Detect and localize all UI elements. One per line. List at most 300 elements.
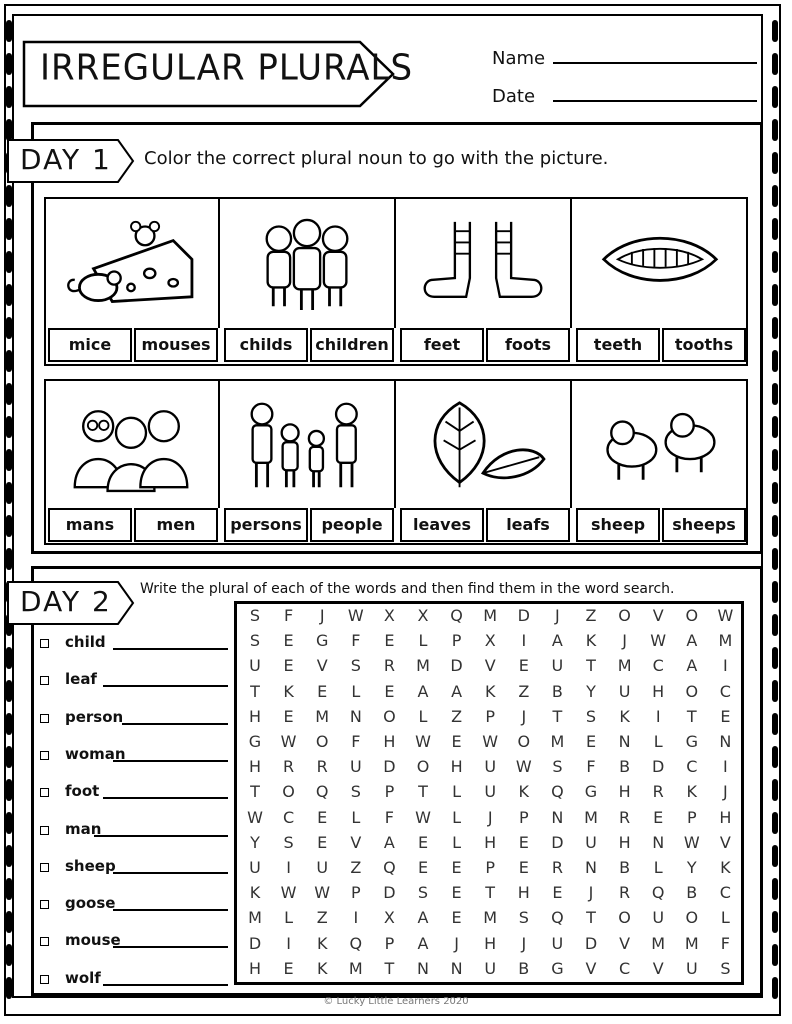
word-search-letter[interactable]: R [652,782,664,802]
word-search-letter[interactable]: D [450,656,463,676]
word-search-letter[interactable]: V [350,832,362,852]
word-search-letter[interactable]: G [248,732,262,751]
word-search-letter[interactable]: C [652,656,664,676]
word-search-letter[interactable]: H [618,782,631,802]
word-search-letter[interactable]: E [417,832,429,852]
word-search-letter[interactable]: J [487,807,493,827]
checkbox[interactable] [40,937,49,946]
word-search-letter[interactable]: M [483,606,498,625]
word-search-letter[interactable]: U [551,656,564,676]
plural-option[interactable]: childs [224,328,308,362]
word-search-letter[interactable]: T [586,908,596,928]
day2-label: DAY 2 [20,585,112,618]
word-item: goose [65,894,116,913]
plural-option[interactable]: children [310,328,394,362]
word-search-letter[interactable]: M [550,732,565,751]
word-item: man [65,819,102,838]
copyright-footer: © Lucky Little Learners 2020 [323,996,469,1007]
word-search-letter[interactable]: G [685,732,698,751]
border-dot [772,449,778,471]
word-search-letter[interactable]: A [417,681,429,701]
word-search-letter[interactable]: S [350,782,361,802]
word-search-letter[interactable]: S [720,958,731,978]
word-search-letter[interactable]: W [415,732,431,751]
word-search-letter[interactable]: Y [686,858,697,877]
word-search-letter[interactable]: C [686,757,698,777]
word-search-letter[interactable]: C [619,958,631,978]
word-search-letter[interactable]: R [551,858,563,877]
word-search-letter[interactable]: S [249,631,261,651]
word-search-letter[interactable]: E [518,656,529,676]
checkbox[interactable] [40,788,49,797]
word-search-letter[interactable]: T [418,782,428,802]
word-search-letter[interactable]: H [450,757,463,777]
word-search-letter[interactable]: D [517,606,530,625]
word-search-letter[interactable]: T [686,706,697,726]
word-search-letter[interactable]: K [316,958,328,978]
word-search-letter[interactable]: A [417,933,429,953]
word-search-letter[interactable]: C [719,681,731,701]
border-dot [772,680,778,702]
word-search-letter[interactable]: Q [450,606,463,625]
word-search-letter[interactable]: E [384,631,395,651]
word-search-letter[interactable]: W [280,732,297,751]
word-search-letter[interactable]: J [521,706,527,726]
word-search-letter[interactable]: U [652,908,665,928]
word-search-letter[interactable]: K [249,883,261,903]
word-search-row [237,959,741,984]
word-search-letter[interactable]: L [452,832,462,852]
word-search-letter[interactable]: J [319,606,325,625]
word-search-letter[interactable]: F [351,631,361,651]
word-search-letter[interactable]: W [717,606,734,625]
word-search-letter[interactable]: U [316,858,329,877]
plural-option[interactable]: leafs [486,508,570,542]
word-search-letter[interactable]: K [619,706,630,726]
word-search-letter[interactable]: A [686,631,698,651]
word-search-letter[interactable]: L [418,706,428,726]
word-search-letter[interactable]: V [484,656,496,676]
word-search-letter[interactable]: M [651,933,666,953]
word-search-letter[interactable]: X [484,631,496,651]
word-search-letter[interactable]: U [685,958,698,978]
word-search-letter[interactable]: L [351,681,361,701]
word-search-letter[interactable]: V [585,958,597,978]
word-search-letter[interactable]: P [384,782,395,802]
plural-option[interactable]: men [134,508,218,542]
word-search-letter[interactable]: F [720,933,730,953]
word-search-letter[interactable]: O [315,732,329,751]
people-icon [220,381,396,508]
word-search-letter[interactable]: C [719,883,731,903]
answer-line[interactable] [113,648,229,650]
word-search-letter[interactable]: L [653,858,663,877]
word-search-letter[interactable]: O [685,681,699,701]
word-search-letter[interactable]: E [653,807,664,827]
word-search-letter[interactable]: D [551,832,564,852]
word-search-letter[interactable]: H [618,832,631,852]
word-search-letter[interactable]: T [384,958,395,978]
word-search-letter[interactable]: K [283,681,294,701]
word-search-letter[interactable]: B [619,858,631,877]
word-search-letter[interactable]: S [417,883,429,903]
word-search-letter[interactable]: I [723,757,728,777]
word-search-letter[interactable]: L [720,908,730,928]
word-search-letter[interactable]: U [484,782,497,802]
word-search-letter[interactable]: S [552,757,563,777]
word-search-letter[interactable]: O [416,757,430,777]
word-search-letter[interactable]: H [517,883,530,903]
word-search-letter[interactable]: F [283,606,294,625]
word-search-letter[interactable]: F [384,807,394,827]
word-search-letter[interactable]: D [248,933,262,953]
word-search-letter[interactable]: V [719,832,731,852]
word-search-letter[interactable]: S [249,606,261,625]
word-search-letter[interactable]: I [353,908,359,928]
word-search-letter[interactable]: E [283,706,294,726]
word-search-letter[interactable]: N [618,732,631,751]
day1-label: DAY 1 [20,143,112,176]
word-search-row [237,858,741,883]
plural-option[interactable]: persons [224,508,308,542]
word-search-letter[interactable]: N [551,807,564,827]
checkbox[interactable] [40,676,49,685]
word-search-letter[interactable]: V [652,606,664,625]
word-search-letter[interactable]: J [622,631,627,651]
word-search-letter[interactable]: E [518,832,529,852]
word-search-letter[interactable]: X [417,606,429,625]
border-dot [772,53,778,75]
plural-option[interactable]: mice [48,328,132,362]
answer-line[interactable] [113,909,229,911]
word-search-grid[interactable] [234,601,744,985]
answer-line[interactable] [94,835,229,837]
border-dot [772,119,778,141]
word-item: mouse [65,931,121,950]
word-search-letter[interactable]: K [585,631,597,651]
word-search-letter[interactable]: H [248,757,262,777]
plural-option[interactable]: leaves [400,508,484,542]
word-search-letter[interactable]: L [452,807,462,827]
word-search-letter[interactable]: T [552,706,563,726]
answer-line[interactable] [103,984,228,986]
plural-option[interactable]: teeth [576,328,660,362]
word-search-letter[interactable]: E [317,807,328,827]
word-search-letter[interactable]: F [351,732,361,751]
word-search-letter[interactable]: H [652,681,665,701]
word-search-letter[interactable]: I [286,858,291,877]
page-title: IRREGULAR PLURALS [40,47,414,89]
word-search-letter[interactable]: E [451,883,462,903]
word-search-letter[interactable]: Q [315,782,329,802]
word-search-row [237,757,741,782]
word-search-letter[interactable]: W [314,883,331,903]
word-search-letter[interactable]: O [685,908,699,928]
checkbox[interactable] [40,975,49,984]
word-search-letter[interactable]: S [350,656,361,676]
word-search-letter[interactable]: N [450,958,463,978]
border-dot [772,614,778,636]
word-search-letter[interactable]: Q [551,908,564,928]
word-search-letter[interactable]: G [584,782,598,802]
answer-line[interactable] [113,872,229,874]
word-search-letter[interactable]: U [249,656,261,676]
word-search-letter[interactable]: E [283,656,294,676]
word-search-letter[interactable]: A [551,631,563,651]
word-search-letter[interactable]: Y [250,832,260,852]
word-search-letter[interactable]: Q [651,883,665,903]
checkbox[interactable] [40,900,49,909]
word-search-letter[interactable]: T [485,883,496,903]
word-search-letter[interactable]: Z [316,908,328,928]
word-search-letter[interactable]: M [416,656,430,676]
checkbox[interactable] [40,639,49,648]
word-search-letter[interactable]: I [286,933,291,953]
word-search-letter[interactable]: L [351,807,361,827]
word-search-letter[interactable]: T [250,782,260,802]
word-search-letter[interactable]: U [551,933,564,953]
word-search-letter[interactable]: A [686,656,698,676]
word-search-letter[interactable]: Z [350,858,362,877]
word-search-letter[interactable]: M [483,908,498,928]
word-search-letter[interactable]: S [518,908,529,928]
word-search-letter[interactable]: M [248,908,262,928]
answer-line[interactable] [113,760,229,762]
word-search-letter[interactable]: H [719,807,732,827]
word-search-letter[interactable]: U [484,958,497,978]
border-dot [772,350,778,372]
word-search-row [237,833,741,858]
right-dot-border [772,20,778,1010]
checkbox[interactable] [40,714,49,723]
answer-line[interactable] [103,797,228,799]
checkbox[interactable] [40,751,49,760]
border-dot [772,152,778,174]
word-search-letter[interactable]: O [383,706,396,726]
word-search-letter[interactable]: E [283,958,294,978]
word-search-letter[interactable]: G [551,958,564,978]
plural-option[interactable]: tooths [662,328,746,362]
word-search-letter[interactable]: M [617,656,632,676]
word-search-letter[interactable]: B [551,681,563,701]
word-search-letter[interactable]: K [720,858,731,877]
word-search-letter[interactable]: V [652,958,664,978]
word-search-letter[interactable]: P [485,706,496,726]
word-search-letter[interactable]: D [652,757,665,777]
word-search-letter[interactable]: O [618,908,631,928]
word-search-letter[interactable]: M [584,807,598,827]
word-search-letter[interactable]: Q [349,933,363,953]
word-search-letter[interactable]: N [349,706,362,726]
checkbox[interactable] [40,863,49,872]
word-search-letter[interactable]: O [685,606,699,625]
word-search-letter[interactable]: P [518,807,529,827]
word-search-letter[interactable]: G [315,631,329,651]
word-search-letter[interactable]: O [517,732,531,751]
word-search-letter[interactable]: I [723,656,728,676]
word-search-letter[interactable]: F [586,757,596,777]
word-search-letter[interactable]: J [521,933,527,953]
word-search-letter[interactable]: B [518,958,530,978]
word-search-letter[interactable]: P [485,858,496,877]
word-search-letter[interactable]: X [383,908,395,928]
children-icon [220,199,396,328]
word-search-letter[interactable]: X [383,606,395,625]
word-search-letter[interactable]: B [619,757,631,777]
word-search-letter[interactable]: N [719,732,732,751]
word-search-letter[interactable]: E [585,732,597,751]
border-dot [772,944,778,966]
word-search-letter[interactable]: N [417,958,429,978]
word-search-letter[interactable]: K [686,782,698,802]
plural-option[interactable]: feet [400,328,484,362]
word-search-letter[interactable]: Z [451,706,463,726]
word-search-letter[interactable]: V [316,656,328,676]
word-search-letter[interactable]: R [283,757,295,777]
word-search-letter[interactable]: H [383,732,396,751]
word-search-letter[interactable]: A [383,832,395,852]
word-search-letter[interactable]: R [383,656,395,676]
name-label: Name [492,48,546,69]
word-item: woman [65,744,126,763]
word-search-letter[interactable]: N [585,858,597,877]
plural-option[interactable]: people [310,508,394,542]
border-dot [772,713,778,735]
name-field[interactable] [553,62,757,64]
word-search-letter[interactable]: K [316,933,328,953]
word-search-letter[interactable]: Z [518,681,530,701]
word-search-letter[interactable]: C [283,807,295,827]
word-search-letter[interactable]: W [347,606,364,625]
feet-icon [396,199,572,328]
word-search-letter[interactable]: E [384,681,395,701]
word-search-letter[interactable]: U [484,757,497,777]
word-search-letter[interactable]: H [248,958,262,978]
word-search-letter[interactable]: U [585,832,597,852]
word-search-letter[interactable]: J [454,933,459,953]
word-search-letter[interactable]: W [683,832,700,852]
word-search-letter[interactable]: H [248,706,262,726]
word-search-row [237,656,741,681]
word-search-letter[interactable]: U [618,681,631,701]
word-search-letter[interactable]: W [247,807,263,827]
word-search-letter[interactable]: W [280,883,297,903]
word-search-letter[interactable]: L [284,908,294,928]
word-search-letter[interactable]: E [451,732,462,751]
word-search-letter[interactable]: Q [551,782,564,802]
word-search-letter[interactable]: T [586,656,596,676]
plural-option[interactable]: sheep [576,508,660,542]
word-search-letter[interactable]: M [718,631,733,651]
word-search-letter[interactable]: U [249,858,261,877]
word-search-letter[interactable]: M [348,958,363,978]
word-search-letter[interactable]: Y [586,681,596,701]
word-search-letter[interactable]: I [521,631,527,651]
border-dot [772,878,778,900]
date-label: Date [492,86,536,107]
word-search-letter[interactable]: W [415,807,431,827]
word-search-letter[interactable]: K [484,681,496,701]
word-search-letter[interactable]: M [684,933,699,953]
plural-option[interactable]: mouses [134,328,218,362]
word-search-letter[interactable]: E [317,832,328,852]
word-search-letter[interactable]: J [723,782,728,802]
word-search-letter[interactable]: E [518,858,529,877]
plural-option[interactable]: sheeps [662,508,746,542]
word-search-letter[interactable]: W [482,732,499,751]
answer-line[interactable] [103,685,228,687]
date-field[interactable] [553,100,757,102]
border-dot [772,317,778,339]
word-search-letter[interactable]: A [451,681,463,701]
checkbox[interactable] [40,826,49,835]
word-search-letter[interactable]: A [417,908,429,928]
word-search-letter[interactable]: D [383,757,396,777]
word-search-letter[interactable]: W [515,757,532,777]
word-search-letter[interactable]: E [417,858,429,877]
word-search-letter[interactable]: E [317,681,328,701]
word-search-letter[interactable]: S [283,832,294,852]
plural-option[interactable]: mans [48,508,132,542]
answer-line[interactable] [122,723,228,725]
word-search-letter[interactable]: U [349,757,362,777]
word-search-letter[interactable]: S [585,706,597,726]
word-search-letter[interactable]: Q [383,858,396,877]
word-item: sheep [65,856,116,875]
word-search-letter[interactable]: W [650,631,667,651]
word-search-letter[interactable]: E [451,858,462,877]
word-search-letter[interactable]: E [283,631,294,651]
word-search-letter[interactable]: O [618,606,631,625]
border-dot [772,548,778,570]
sheep-icon [572,381,748,508]
border-dot [772,416,778,438]
word-search-letter[interactable]: T [250,681,260,701]
word-search-letter[interactable]: N [652,832,665,852]
word-search-letter[interactable]: I [655,706,661,726]
word-search-letter[interactable]: L [452,782,462,802]
word-search-letter[interactable]: L [418,631,428,651]
word-search-letter[interactable]: Z [585,606,597,625]
word-search-letter[interactable]: E [451,908,462,928]
word-search-letter[interactable]: P [451,631,462,651]
word-search-letter[interactable]: H [484,832,497,852]
word-search-letter[interactable]: R [316,757,328,777]
word-search-letter[interactable]: J [555,606,560,625]
word-search-letter[interactable]: R [619,883,631,903]
word-search-letter[interactable]: E [720,706,731,726]
word-search-letter[interactable]: P [350,883,361,903]
word-search-letter[interactable]: R [619,807,631,827]
word-search-letter[interactable]: L [653,732,663,751]
word-search-letter[interactable]: B [686,883,698,903]
word-search-row [237,934,741,959]
word-search-letter[interactable]: D [383,883,396,903]
word-search-letter[interactable]: K [518,782,530,802]
word-search-letter[interactable]: P [686,807,697,827]
word-search-letter[interactable]: D [584,933,598,953]
word-search-letter[interactable]: P [384,933,395,953]
word-search-letter[interactable]: E [552,883,563,903]
word-search-row [237,808,741,833]
plural-option[interactable]: foots [486,328,570,362]
word-search-letter[interactable]: V [619,933,631,953]
answer-line[interactable] [113,946,229,948]
word-search-letter[interactable]: J [588,883,594,903]
word-search-letter[interactable]: O [282,782,295,802]
word-search-letter[interactable]: M [315,706,330,726]
word-search-letter[interactable]: H [484,933,497,953]
